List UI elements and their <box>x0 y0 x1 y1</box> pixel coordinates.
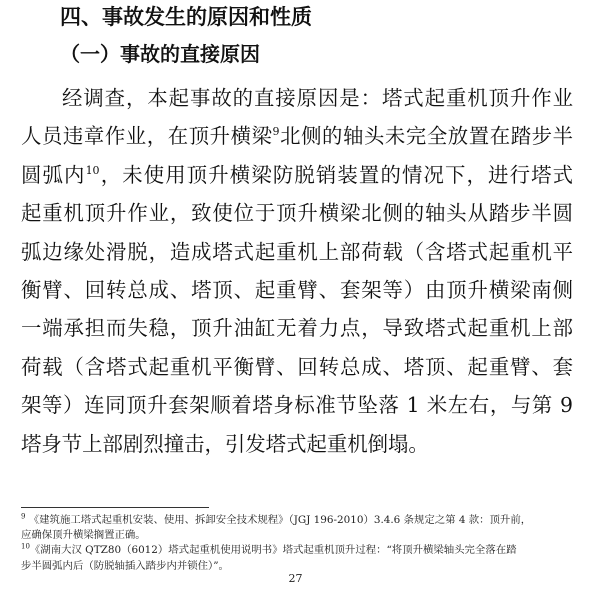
paragraph-line: 经调查，本起事故的直接原因是：塔式起重机顶升作业 <box>62 86 573 110</box>
body-paragraph <box>21 79 573 463</box>
paragraph-line: 弧边缘处滑脱，造成塔式起重机上部荷载（含塔式起重机平 <box>21 239 573 264</box>
footnote-ref-9[interactable]: 9 <box>272 125 280 139</box>
paragraph-line: 人员违章作业，在顶升横梁$^9$北侧的轴头未完全放置在踏步半 <box>21 124 574 149</box>
paragraph-line: 起重机顶升作业，致使位于顶升横梁北侧的轴头从踏步半圆 <box>21 201 573 226</box>
footnote-mark: 10 <box>21 542 30 551</box>
paragraph-line: 圆弧内$^{10}$，未使用顶升横梁防脱销装置的情况下，进行塔式 <box>21 162 574 187</box>
subsection-heading: （一）事故的直接原因 <box>60 42 260 66</box>
paragraph-line: 架等）连同顶升套架顺着塔身标准节坠落 1 米左右，与第 9 <box>21 393 573 418</box>
footnote-ref-10[interactable]: 10 <box>85 164 100 178</box>
footnote-9-continued: 应确保顶升横梁搁置正确。 <box>21 529 146 542</box>
page-number: 27 <box>288 572 303 585</box>
footnote-mark: 9 <box>21 512 26 521</box>
paragraph-line: 衡臂、回转总成、塔顶、起重臂、套架等）由顶升横梁南侧 <box>21 278 573 303</box>
paragraph-line: 一端承担而失稳，顶升油缸无着力点，导致塔式起重机上部 <box>21 316 573 341</box>
section-heading: 四、事故发生的原因和性质 <box>60 5 312 29</box>
footnote-10-continued: 步半圆弧内后（防脱轴插入踏步内并锁住）”。 <box>21 559 229 572</box>
paragraph-line: 塔身节上部剧烈撞击，引发塔式起重机倒塌。 <box>21 431 429 456</box>
footnote-separator <box>21 507 209 508</box>
footnote-10: $^{10}$《湖南大汉 QTZ80（6012）塔式起重机使用说明书》塔式起重机顶升过程：“将顶升横梁轴头完全落在踏 <box>21 542 517 557</box>
footnote-9: $^9$ 《建筑施工塔式起重机安装、使用、拆卸安全技术规程》（JGJ 196-2010）3.4.6 条规定之第 4 款：顶升前， <box>21 512 532 526</box>
paragraph-line: 荷载（含塔式起重机平衡臂、回转总成、塔顶、起重臂、套 <box>21 354 573 379</box>
footnotes <box>21 513 573 574</box>
